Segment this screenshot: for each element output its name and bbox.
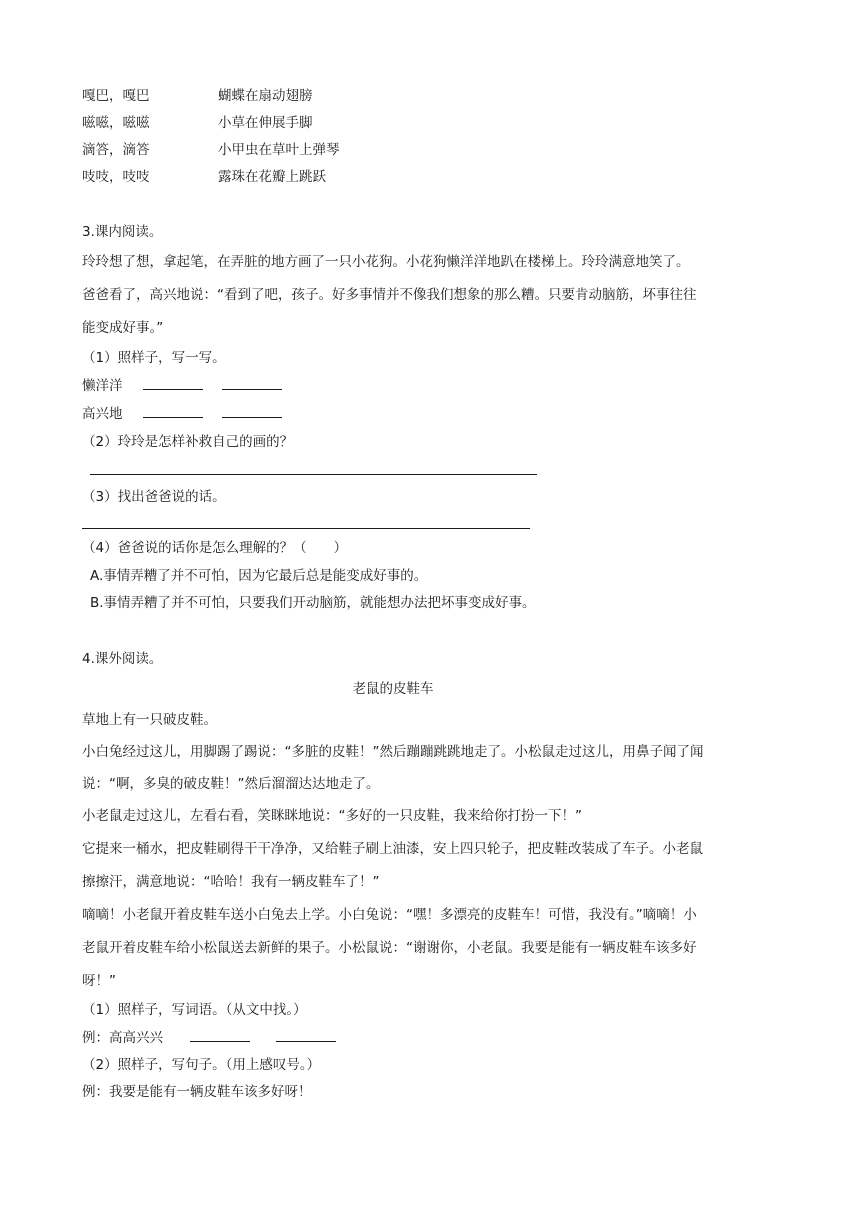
q3-word-row (82, 404, 282, 424)
pair-desc: 露珠在花瓣上跳跃 (218, 169, 326, 185)
q3-passage-line: 玲玲想了想，拿起笔，在弄脏的地方画了一只小花狗。小花狗懒洋洋地趴在楼梯上。玲玲满意地笑了。 (82, 254, 690, 270)
q4-example-row (82, 1028, 336, 1048)
answer-blank[interactable] (143, 405, 203, 418)
pair-sound: 嘎巴，嘎巴 (82, 88, 150, 104)
pair-desc: 小甲虫在草叶上弹琴 (218, 142, 340, 158)
story-title: 老鼠的皮鞋车 (352, 681, 434, 697)
story-line: 擦擦汗，满意地说：“哈哈！我有一辆皮鞋车了！” (82, 874, 380, 890)
answer-blank[interactable] (222, 405, 282, 418)
pair-row (82, 113, 313, 133)
answer-blank[interactable] (276, 1029, 336, 1042)
answer-line[interactable] (82, 528, 530, 529)
q4-sub1: （1）照样子，写词语。（从文中找。） (82, 1002, 307, 1018)
answer-blank[interactable] (190, 1029, 250, 1042)
answer-blank[interactable] (143, 377, 203, 390)
story-line: 呀！” (82, 973, 116, 989)
q3-option-a[interactable]: A.事情弄糟了并不可怕，因为它最后总是能变成好事的。 (90, 568, 428, 584)
story-line: 嘀嘀！小老鼠开着皮鞋车送小白兔去上学。小白兔说：“嘿！多漂亮的皮鞋车！可惜，我没有。”嘀嘀！小 (82, 907, 697, 923)
pair-desc: 蝴蝶在扇动翅膀 (218, 88, 313, 104)
pair-sound: 滴答，滴答 (82, 142, 150, 158)
q3-word: 懒洋洋 (82, 378, 123, 394)
pair-row (82, 140, 340, 160)
q3-sub1: （1）照样子，写一写。 (82, 350, 226, 366)
q3-sub3: （3）找出爸爸说的话。 (82, 489, 226, 505)
answer-line[interactable] (90, 474, 537, 475)
pair-row (82, 167, 326, 187)
story-line: 说：“啊，多臭的破皮鞋！”然后溜溜达达地走了。 (82, 776, 380, 792)
story-line: 老鼠开着皮鞋车给小松鼠送去新鲜的果子。小松鼠说：“谢谢你，小老鼠。我要是能有一辆皮鞋车该多好 (82, 940, 697, 956)
story-line: 草地上有一只破皮鞋。 (82, 712, 217, 728)
q3-heading: 3.课内阅读。 (82, 224, 163, 240)
q3-word: 高兴地 (82, 406, 123, 422)
story-line: 小白兔经过这儿，用脚踢了踢说：“多脏的皮鞋！”然后蹦蹦跳跳地走了。小松鼠走过这儿，用鼻子闻了闻 (82, 744, 704, 760)
q3-sub2: （2）玲玲是怎样补救自己的画的？ (82, 434, 294, 450)
answer-blank[interactable] (222, 377, 282, 390)
q4-sub2: （2）照样子，写句子。（用上感叹号。） (82, 1057, 321, 1073)
q3-passage-line: 能变成好事。” (82, 320, 164, 336)
q4-heading: 4.课外阅读。 (82, 651, 163, 667)
story-line: 小老鼠走过这儿，左看右看，笑眯眯地说：“多好的一只皮鞋，我来给你打扮一下！” (82, 808, 582, 824)
story-line: 它提来一桶水，把皮鞋刷得干干净净，又给鞋子刷上油漆，安上四只轮子，把皮鞋改装成了车子。小老鼠 (82, 841, 703, 857)
pair-desc: 小草在伸展手脚 (218, 115, 313, 131)
q3-word-row (82, 376, 282, 396)
q4-example: 例：高高兴兴 (82, 1030, 163, 1046)
q3-option-b[interactable]: B.事情弄糟了并不可怕，只要我们开动脑筋，就能想办法把坏事变成好事。 (90, 595, 536, 611)
pair-sound: 嗞嗞，嗞嗞 (82, 115, 150, 131)
pair-row (82, 86, 313, 106)
q3-passage-line: 爸爸看了，高兴地说：“看到了吧，孩子。好多事情并不像我们想象的那么糟。只要肯动脑筋，坏事往往 (82, 287, 697, 303)
q4-example-sentence: 例：我要是能有一辆皮鞋车该多好呀！ (82, 1084, 312, 1100)
pair-sound: 吱吱，吱吱 (82, 169, 150, 185)
q3-sub4: （4）爸爸说的话你是怎么理解的？（ ） (82, 540, 348, 556)
